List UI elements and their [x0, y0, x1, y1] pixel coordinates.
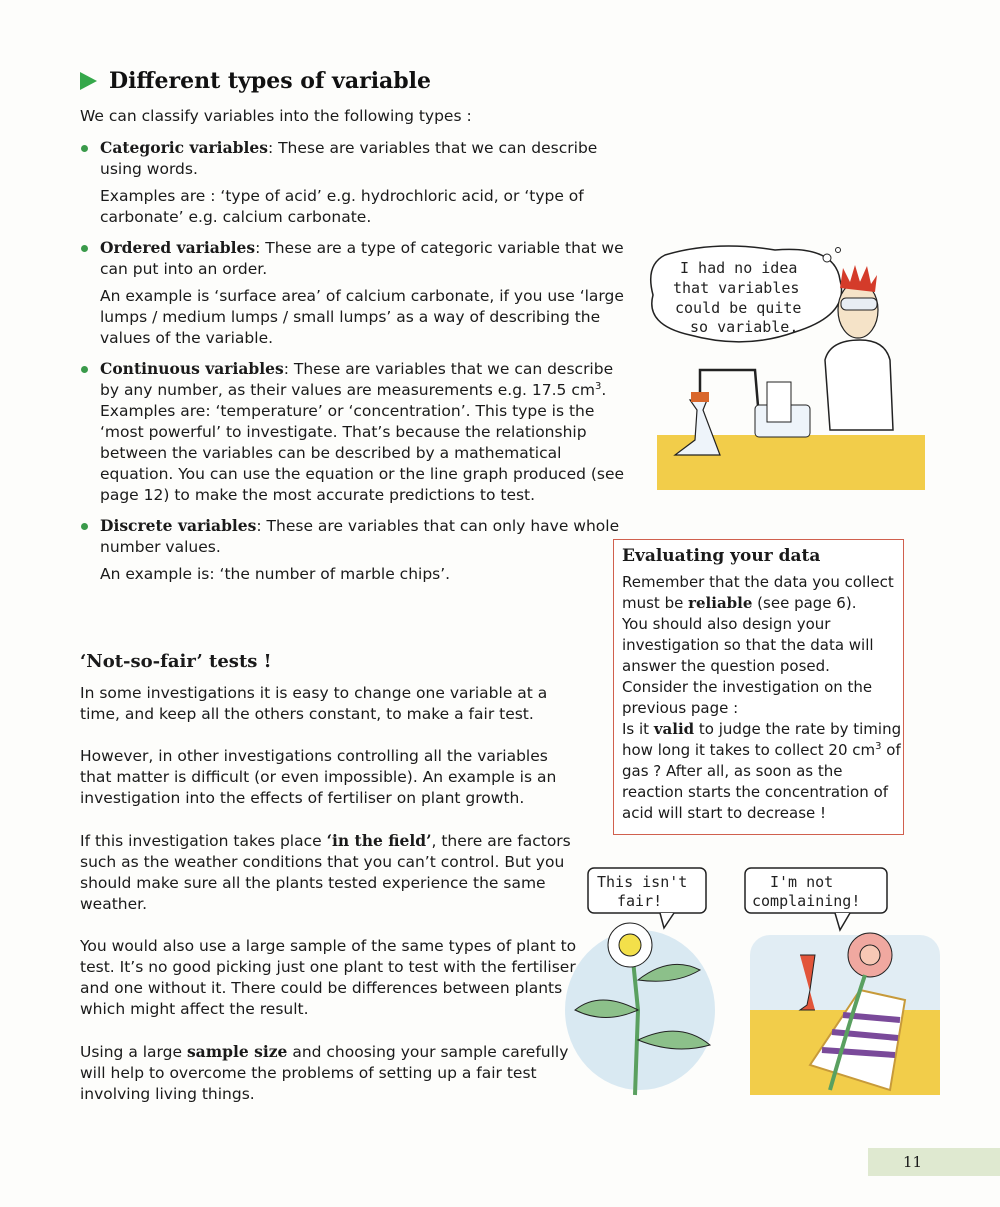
measuring-beaker	[767, 382, 791, 422]
sunny-flower-face	[860, 945, 880, 965]
svg-text:so variable.: so variable.	[690, 318, 799, 336]
list-item-ordered: Ordered variables: These are a type of categoric variable that we can put into an order. An example is ‘surface area’ of calcium carbonate, if you use ‘large lumps / medium lumps / small lumps’ as a way of describing the values of the variable.	[80, 237, 625, 349]
fair-tests-body: In some investigations it is easy to change one variable at a time, and keep all the others constant, to make a fair test. However, in other investigations controlling all the variables that matter is difficult (or even impossible). An example is an investigation into the effects of fertiliser on plant growth. If this investigation takes place ‘in the field’, there are factors such as the weather conditions that you can’t control. But you should make sure all the plants tested experience the same weather. You would also use a large sample of the same types of plant to test. It’s no good picking just one plant to test with the fertiliser and one without it. There could be differences between plants which might affect the result. Using a large sample size and choosing your sample carefully will help to overcome the problems of setting up a fair test involving living things.	[80, 684, 577, 1103]
bullet-dot-icon	[81, 245, 88, 252]
svg-text:could be quite: could be quite	[675, 299, 802, 317]
variable-types-list	[80, 137, 625, 594]
bung	[691, 392, 709, 402]
goggles	[841, 298, 877, 310]
list-item-categoric: Categoric variables: These are variables that we can describe using words. Examples are : ‘type of acid’ e.g. hydrochloric acid, or ‘type of carbonate’ e.g. calcium carbonate.	[80, 137, 625, 228]
scientist-cartoon	[645, 240, 925, 490]
plant-cartoons	[560, 860, 945, 1115]
triangle-bullet-icon	[80, 72, 97, 90]
svg-text:I'm not: I'm not	[770, 873, 834, 891]
svg-text:fair!: fair!	[617, 892, 663, 910]
cold-flower-face	[619, 934, 641, 956]
lab-coat	[825, 340, 893, 430]
intro-text: We can classify variables into the following types :	[80, 107, 472, 125]
svg-text:complaining!: complaining!	[752, 892, 861, 910]
bullet-dot-icon	[81, 523, 88, 530]
svg-text:that variables: that variables	[673, 279, 800, 297]
red-hair	[840, 265, 877, 292]
evaluating-data-box: Evaluating your data Remember that the data you collect must be reliable (see page 6). You should also design your investigation so that the data will answer the question posed. Consider the investigation on the previous page : Is it valid to judge the rate by timing how long it takes to collect 20 $cm^3$ of gas ? After all, as soon as the reaction starts the concentration of acid will start to decrease !	[613, 539, 904, 835]
list-item-discrete: Discrete variables: These are variables that can only have whole number values. An example is: ‘the number of marble chips’.	[80, 515, 625, 585]
fair-tests-heading: ‘Not-so-fair’ tests !	[80, 651, 272, 672]
bullet-dot-icon	[81, 366, 88, 373]
bullet-dot-icon	[81, 145, 88, 152]
svg-text:I had no idea: I had no idea	[680, 259, 798, 277]
list-item-continuous: Continuous variables: These are variables that we can describe by any number, as their values are measurements e.g. 17.5 $cm^3$. Examples are: ‘temperature’ or ‘concentration’. This type is the ‘most powerful’ to investigate. That’s because the relationship between the variables can be described by a mathematical equation. You can use the equation or the line graph produced (see page 12) to make the most accurate predictions to test.	[80, 358, 625, 506]
svg-text:This isn't: This isn't	[597, 873, 688, 891]
section-heading: Different types of variable	[80, 68, 431, 94]
page-number-tab: 11	[868, 1148, 1000, 1176]
